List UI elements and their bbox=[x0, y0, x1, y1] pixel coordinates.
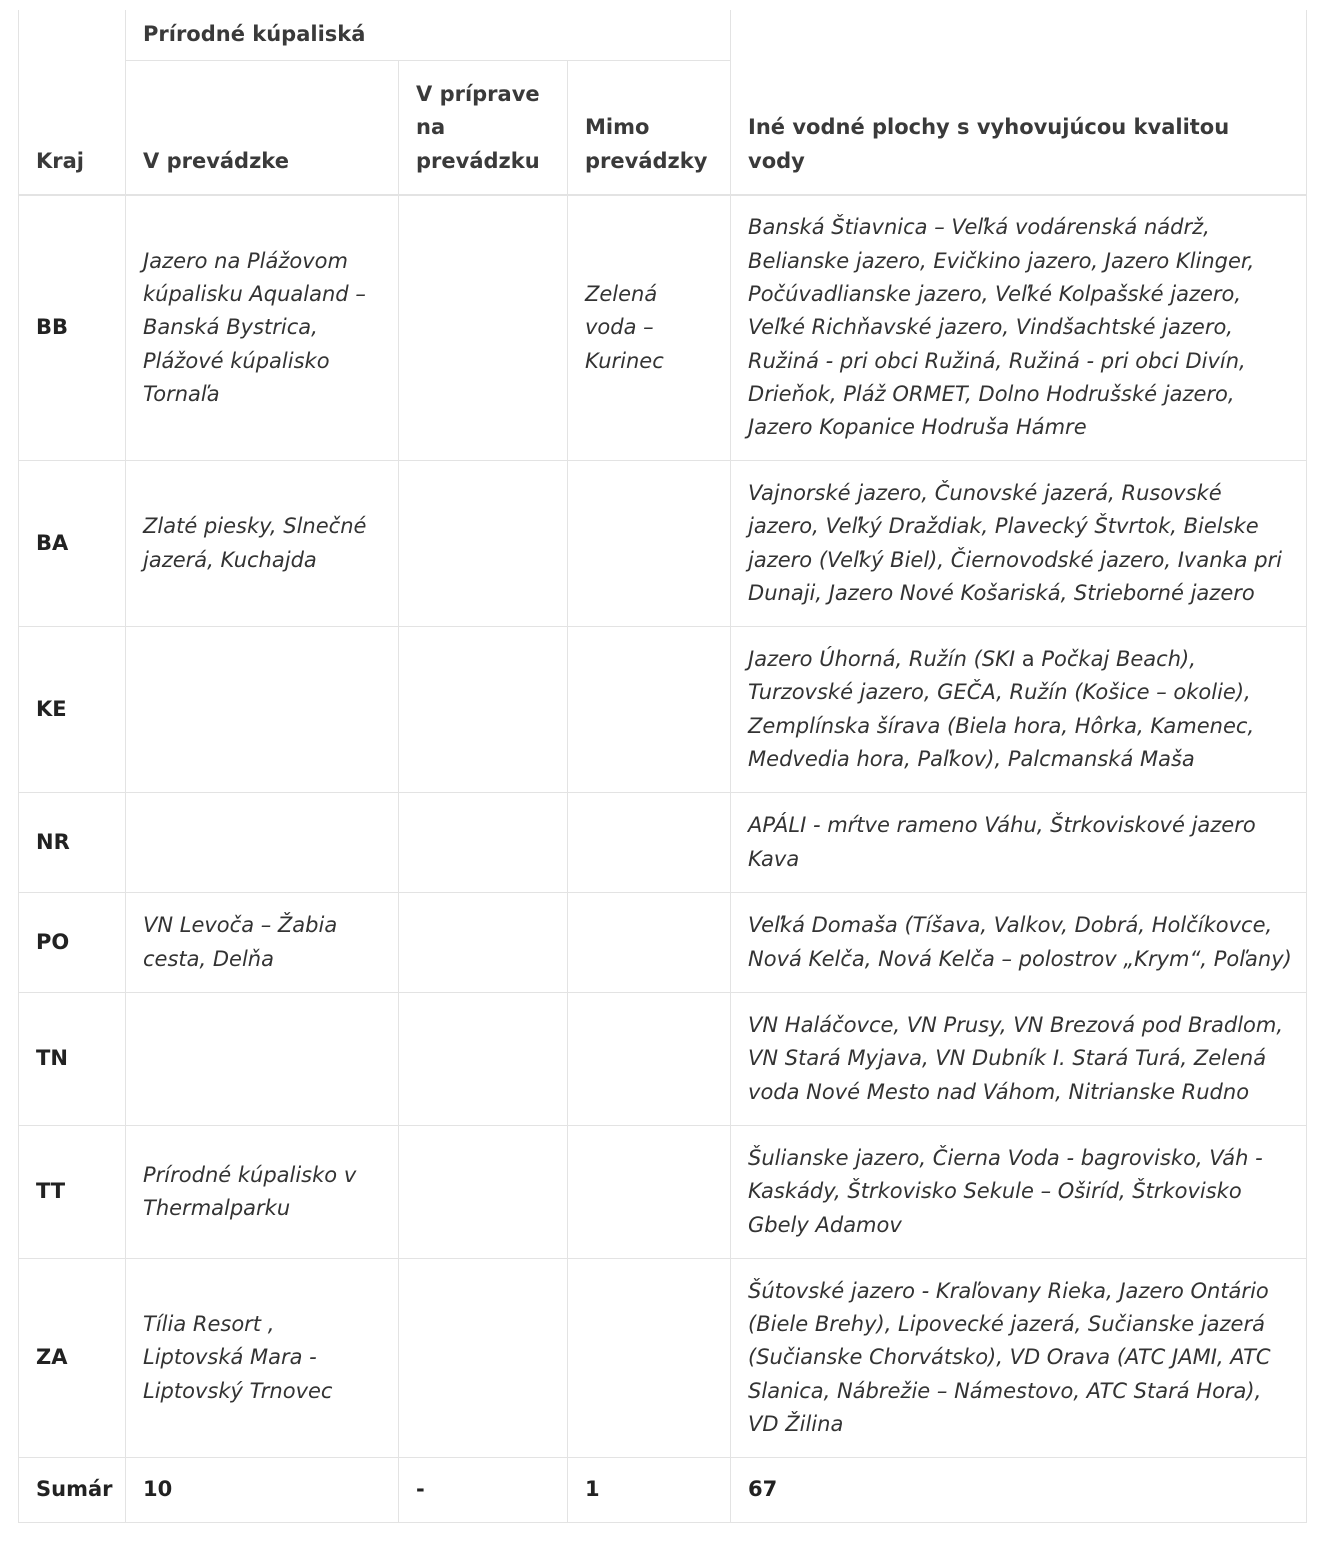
other-water-areas-cell: Šútovské jazero - Kraľovany Rieka, Jazero Ontário (Biele Brehy), Lipovecké jazerá, Sučianske jazerá (Sučianske Chorvátsko), VD Orava (ATC JAMI, ATC Slanica, Nábrežie – Námestovo, ATC Stará Hora), VD Žilina bbox=[731, 1259, 1307, 1458]
summary-other-water-areas-cell: 67 bbox=[731, 1458, 1307, 1523]
in-preparation-cell bbox=[399, 1259, 568, 1458]
table-header bbox=[19, 10, 1307, 195]
other-water-areas-cell: Vajnorské jazero, Čunovské jazerá, Rusovské jazero, Veľký Draždiak, Plavecký Štvrtok, Bielske jazero (Veľký Biel), Čiernovodské jazero, Ivanka pri Dunaji, Jazero Nové Košariská, Strieborné jazero bbox=[731, 461, 1307, 627]
other-water-areas-cell: Veľká Domaša (Tíšava, Valkov, Dobrá, Holčíkovce, Nová Kelča, Nová Kelča – polostrov „Krym“, Poľany) bbox=[731, 893, 1307, 993]
region-cell: TT bbox=[19, 1126, 126, 1259]
in-operation-cell bbox=[126, 793, 399, 893]
in-operation-cell: Jazero na Plážovom kúpalisku Aqualand – Banská Bystrica, Plážové kúpalisko Tornaľa bbox=[126, 195, 399, 461]
in-operation-cell: Prírodné kúpalisko v Thermalparku bbox=[126, 1126, 399, 1259]
out-of-operation-cell bbox=[568, 1259, 731, 1458]
column-header-other-water-areas: Iné vodné plochy s vyhovujúcou kvalitou vody bbox=[731, 10, 1307, 195]
out-of-operation-cell bbox=[568, 1126, 731, 1259]
other-water-areas-text-part: Počkaj Beach), Turzovské jazero, GEČA, Ružín (Košice – okolie), Zemplínska šírava (Biela hora, Hôrka, Kamenec, Medvedia hora, Paľkov), Palcmanská Maša bbox=[748, 646, 1255, 771]
out-of-operation-cell bbox=[568, 993, 731, 1126]
out-of-operation-cell: Zelená voda – Kurinec bbox=[568, 195, 731, 461]
table-body bbox=[19, 195, 1307, 1523]
in-operation-cell: VN Levoča – Žabia cesta, Delňa bbox=[126, 893, 399, 993]
in-preparation-cell bbox=[399, 1126, 568, 1259]
other-water-areas-conjunction: a bbox=[1015, 646, 1042, 671]
in-preparation-cell bbox=[399, 627, 568, 793]
region-cell: NR bbox=[19, 793, 126, 893]
table-row bbox=[19, 627, 1307, 793]
table-row bbox=[19, 893, 1307, 993]
region-cell: TN bbox=[19, 993, 126, 1126]
summary-in-operation-cell: 10 bbox=[126, 1458, 399, 1523]
region-cell: PO bbox=[19, 893, 126, 993]
table-row bbox=[19, 993, 1307, 1126]
in-operation-cell: Zlaté piesky, Slnečné jazerá, Kuchajda bbox=[126, 461, 399, 627]
in-preparation-cell bbox=[399, 893, 568, 993]
table-row bbox=[19, 1126, 1307, 1259]
other-water-areas-text-part: Jazero Úhorná, Ružín (SKI bbox=[748, 646, 1016, 671]
region-cell: BB bbox=[19, 195, 126, 461]
out-of-operation-cell bbox=[568, 461, 731, 627]
column-header-out-of-operation: Mimo prevádzky bbox=[568, 61, 731, 196]
bathing-sites-table bbox=[18, 10, 1307, 1523]
in-preparation-cell bbox=[399, 793, 568, 893]
in-preparation-cell bbox=[399, 195, 568, 461]
column-header-in-operation: V prevádzke bbox=[126, 61, 399, 196]
table-row bbox=[19, 195, 1307, 461]
out-of-operation-cell bbox=[568, 893, 731, 993]
in-operation-cell bbox=[126, 993, 399, 1126]
in-operation-cell bbox=[126, 627, 399, 793]
summary-out-of-operation-cell: 1 bbox=[568, 1458, 731, 1523]
region-cell: KE bbox=[19, 627, 126, 793]
summary-row bbox=[19, 1458, 1307, 1523]
region-cell: BA bbox=[19, 461, 126, 627]
table-row bbox=[19, 1259, 1307, 1458]
other-water-areas-cell bbox=[731, 627, 1307, 793]
in-operation-cell: Tília Resort , Liptovská Mara - Liptovský Trnovec bbox=[126, 1259, 399, 1458]
other-water-areas-cell: Šulianske jazero, Čierna Voda - bagrovisko, Váh - Kaskády, Štrkovisko Sekule – Oširíd, Štrkovisko Gbely Adamov bbox=[731, 1126, 1307, 1259]
region-cell: ZA bbox=[19, 1259, 126, 1458]
summary-in-preparation-cell: - bbox=[399, 1458, 568, 1523]
in-preparation-cell bbox=[399, 993, 568, 1126]
in-preparation-cell bbox=[399, 461, 568, 627]
other-water-areas-cell: APÁLI - mŕtve rameno Váhu, Štrkoviskové jazero Kava bbox=[731, 793, 1307, 893]
column-group-header-natural-bathing: Prírodné kúpaliská bbox=[126, 10, 731, 61]
table-row bbox=[19, 793, 1307, 893]
column-header-kraj: Kraj bbox=[19, 10, 126, 195]
other-water-areas-cell: Banská Štiavnica – Veľká vodárenská nádrž, Belianske jazero, Evičkino jazero, Jazero Klinger, Počúvadlianske jazero, Veľké Kolpašské jazero, Veľké Richňavské jazero, Vindšachtské jazero, Ružiná - pri obci Ružiná, Ružiná - pri obci Divín, Drieňok, Pláž ORMET, Dolno Hodrušské jazero, Jazero Kopanice Hodruša Hámre bbox=[731, 195, 1307, 461]
summary-label-cell: Sumár bbox=[19, 1458, 126, 1523]
other-water-areas-cell: VN Haláčovce, VN Prusy, VN Brezová pod Bradlom, VN Stará Myjava, VN Dubník I. Stará Turá, Zelená voda Nové Mesto nad Váhom, Nitrianske Rudno bbox=[731, 993, 1307, 1126]
header-row-group bbox=[19, 10, 1307, 61]
table-row bbox=[19, 461, 1307, 627]
out-of-operation-cell bbox=[568, 793, 731, 893]
table-container bbox=[18, 10, 1306, 1523]
column-header-in-preparation: V príprave na prevádzku bbox=[399, 61, 568, 196]
out-of-operation-cell bbox=[568, 627, 731, 793]
